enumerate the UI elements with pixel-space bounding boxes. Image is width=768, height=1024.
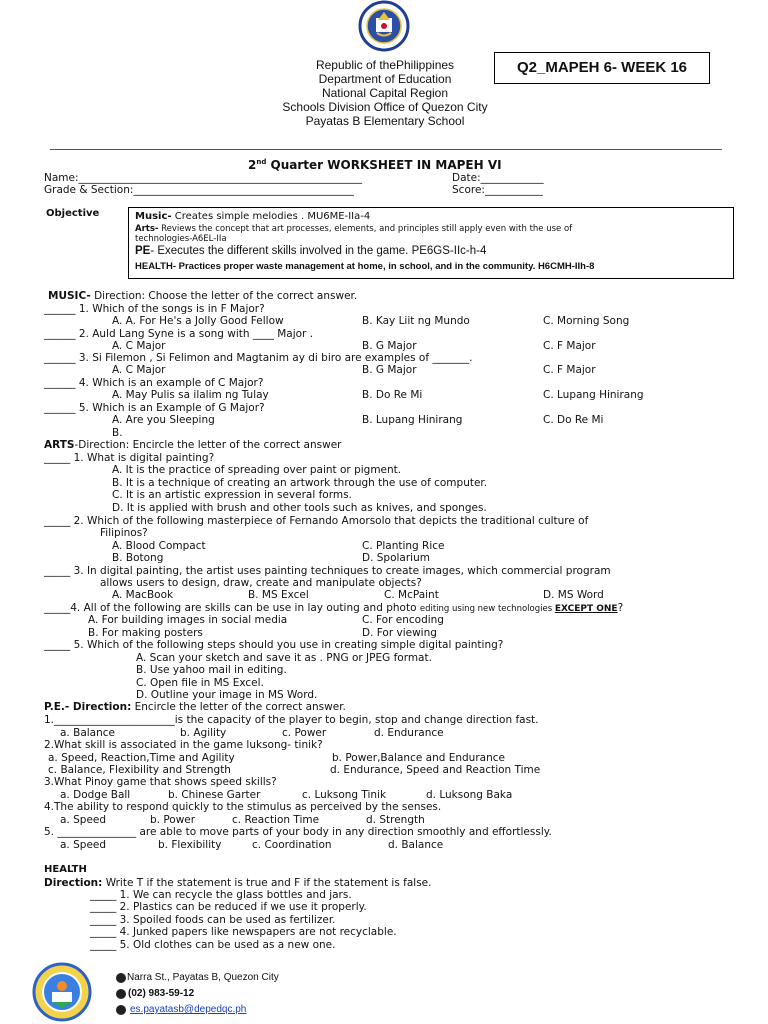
arts-q4-d[interactable]: D. For viewing xyxy=(362,627,437,639)
arts-q1-c[interactable]: C. It is an artistic expression in several forms. xyxy=(112,489,352,501)
music-q1-c[interactable]: C. Morning Song xyxy=(543,315,630,327)
school-logo-icon xyxy=(32,962,92,1022)
music-q3: ______ 3. Si Filemon , Si Felimon and Magtanim ay di biro are examples of _______. xyxy=(44,352,473,364)
pe-q2-b[interactable]: b. Power,Balance and Endurance xyxy=(332,752,505,764)
date-field[interactable]: Date:____________ xyxy=(452,172,544,184)
email-icon xyxy=(116,1005,126,1015)
pe-q4-c[interactable]: c. Reaction Time xyxy=(232,814,320,826)
arts-q1-b[interactable]: B. It is a technique of creating an artwork through the use of computer. xyxy=(112,477,488,489)
health-q5: _____ 5. Old clothes can be used as a new one. xyxy=(90,939,336,951)
arts-q3-a[interactable]: A. MacBook xyxy=(112,589,174,601)
music-q4: ______ 4. Which is an example of C Major? xyxy=(44,377,264,389)
header-line-3: National Capital Region xyxy=(321,86,449,100)
pe-q4-d[interactable]: d. Strength xyxy=(366,814,425,826)
footer-email[interactable]: es.payatasb@depedqc.ph xyxy=(130,1004,247,1015)
pe-q3-c[interactable]: c. Luksong Tinik xyxy=(302,789,387,801)
arts-q2-a[interactable]: A. Blood Compact xyxy=(112,540,206,552)
pe-q2-d[interactable]: d. Endurance, Speed and Reaction Time xyxy=(330,764,541,776)
pe-q3-a[interactable]: a. Dodge Ball xyxy=(60,789,131,801)
music-direction: MUSIC- Direction: Choose the letter of the correct answer. xyxy=(48,290,358,302)
objective-pe: PE- Executes the different skills involved in the game. PE6GS-IIc-h-4 xyxy=(135,245,487,257)
arts-q1: _____ 1. What is digital painting? xyxy=(44,452,215,464)
objective-health: HEALTH- Practices proper waste management at home, in school, and in the community. H6CMH-IIh-8 xyxy=(135,261,595,272)
arts-q1-a[interactable]: A. It is the practice of spreading over paint or pigment. xyxy=(112,464,402,476)
header-line-5: Payatas B Elementary School xyxy=(305,114,465,128)
header-line-2: Department of Education xyxy=(318,72,452,86)
music-q1: ______ 1. Which of the songs is in F Major? xyxy=(44,303,265,315)
music-q4-b[interactable]: B. Do Re Mi xyxy=(362,389,423,401)
arts-q5-d[interactable]: D. Outline your image in MS Word. xyxy=(136,689,318,701)
arts-q4-b[interactable]: B. For making posters xyxy=(88,627,203,639)
pe-q5-b[interactable]: b. Flexibility xyxy=(158,839,222,851)
arts-q3-d[interactable]: D. MS Word xyxy=(543,589,604,601)
pe-q1: 1._______________________is the capacity of the player to begin, stop and change direction fast. xyxy=(44,714,539,726)
arts-q1-d[interactable]: D. It is applied with brush and other tools such as knives, and sponges. xyxy=(112,502,487,514)
arts-q3: _____ 3. In digital painting, the artist uses painting techniques to create images, which commercial program xyxy=(44,565,611,577)
pe-q1-b[interactable]: b. Agility xyxy=(180,727,227,739)
pe-q4-a[interactable]: a. Speed xyxy=(60,814,107,826)
pe-q3: 3.What Pinoy game that shows speed skills? xyxy=(44,776,277,788)
music-q5-c[interactable]: C. Do Re Mi xyxy=(543,414,604,426)
pe-q5-a[interactable]: a. Speed xyxy=(60,839,107,851)
arts-q5-b[interactable]: B. Use yahoo mail in editing. xyxy=(136,664,287,676)
pe-q5-d[interactable]: d. Balance xyxy=(388,839,444,851)
objective-box xyxy=(128,207,734,279)
pe-q3-b[interactable]: b. Chinese Garter xyxy=(168,789,261,801)
worksheet-code: Q2_MAPEH 6- WEEK 16 xyxy=(494,52,710,84)
pe-q5: 5. _______________ are able to move parts of your body in any direction smoothly and effortlessly. xyxy=(44,826,552,838)
health-q4: _____ 4. Junked papers like newspapers are not recyclable. xyxy=(90,926,397,938)
pe-q1-d[interactable]: d. Endurance xyxy=(374,727,444,739)
header-line-1: Republic of thePhilippines xyxy=(315,58,455,72)
footer-phone: (02) 983-59-12 xyxy=(128,988,195,999)
arts-q3-cont: allows users to design, draw, create and manipulate objects? xyxy=(100,577,422,589)
grade-section-field[interactable]: Grade & Section:__________________________________________ xyxy=(44,184,354,196)
arts-q3-c[interactable]: C. McPaint xyxy=(384,589,439,601)
pe-q2-c[interactable]: c. Balance, Flexibility and Strength xyxy=(48,764,231,776)
arts-q5-a[interactable]: A. Scan your sketch and save it as . PNG or JPEG format. xyxy=(136,652,432,664)
health-q1: _____ 1. We can recycle the glass bottles and jars. xyxy=(90,889,352,901)
arts-q4-c[interactable]: C. For encoding xyxy=(362,614,444,626)
health-q3: _____ 3. Spoiled foods can be used as fertilizer. xyxy=(90,914,336,926)
health-direction: Direction: Write T if the statement is true and F if the statement is false. xyxy=(44,877,432,889)
objective-label: Objective xyxy=(46,208,100,219)
music-q5-extra: B. xyxy=(112,427,123,439)
objective-music: Music- Creates simple melodies . MU6ME-IIa-4 xyxy=(135,211,371,222)
music-q1-b[interactable]: B. Kay Liit ng Mundo xyxy=(362,315,470,327)
music-q4-c[interactable]: C. Lupang Hinirang xyxy=(543,389,644,401)
music-q5-a[interactable]: A. Are you Sleeping xyxy=(112,414,215,426)
pe-q5-c[interactable]: c. Coordination xyxy=(252,839,332,851)
music-q3-a[interactable]: A. C Major xyxy=(112,364,166,376)
arts-q4-a[interactable]: A. For building images in social media xyxy=(88,614,288,626)
worksheet-title: 2nd Quarter WORKSHEET IN MAPEH VI xyxy=(248,158,502,172)
health-q2: _____ 2. Plastics can be reduced if we use it properly. xyxy=(90,901,367,913)
pe-q3-d[interactable]: d. Luksong Baka xyxy=(426,789,513,801)
arts-q5: _____ 5. Which of the following steps should you use in creating simple digital painting? xyxy=(44,639,504,651)
music-q3-c[interactable]: C. F Major xyxy=(543,364,596,376)
arts-q4: _____4. All of the following are skills can be use in lay outing and photo editing using new technologies EXCEPT ONE? xyxy=(44,602,624,614)
pe-q2: 2.What skill is associated in the game luksong- tinik? xyxy=(44,739,323,751)
arts-q5-c[interactable]: C. Open file in MS Excel. xyxy=(136,677,264,689)
music-q3-b[interactable]: B. G Major xyxy=(362,364,417,376)
objective-arts-2: technologies-A6EL-IIa xyxy=(135,234,227,244)
pe-direction: P.E.- Direction: Encircle the letter of the correct answer. xyxy=(44,701,346,713)
music-q2: ______ 2. Auld Lang Syne is a song with ____ Major . xyxy=(44,328,314,340)
pe-q2-a[interactable]: a. Speed, Reaction,Time and Agility xyxy=(48,752,235,764)
pe-q1-c[interactable]: c. Power xyxy=(282,727,327,739)
objective-arts-1: Arts- Reviews the concept that art processes, elements, and principles still apply even with the use of xyxy=(135,224,573,234)
arts-direction: ARTS-Direction: Encircle the letter of the correct answer xyxy=(44,439,342,451)
music-q5: ______ 5. Which is an Example of G Major? xyxy=(44,402,265,414)
phone-icon xyxy=(116,989,126,999)
arts-q2-d[interactable]: D. Spolarium xyxy=(362,552,430,564)
divider xyxy=(50,149,722,150)
music-q2-a[interactable]: A. C Major xyxy=(112,340,166,352)
music-q2-b[interactable]: B. G Major xyxy=(362,340,417,352)
header-line-4: Schools Division Office of Quezon City xyxy=(282,100,488,114)
location-icon xyxy=(116,973,126,983)
name-field[interactable]: Name:______________________________________________________ xyxy=(44,172,363,184)
footer-address: Narra St., Payatas B, Quezon City xyxy=(127,972,279,983)
pe-q4-b[interactable]: b. Power xyxy=(150,814,196,826)
health-title: HEALTH xyxy=(44,864,87,875)
score-field[interactable]: Score:___________ xyxy=(452,184,543,196)
music-q1-a[interactable]: A. A. For He's a Jolly Good Fellow xyxy=(112,315,284,327)
music-q4-a[interactable]: A. May Pulis sa ilalim ng Tulay xyxy=(112,389,269,401)
deped-seal-icon xyxy=(350,0,418,52)
music-q5-b[interactable]: B. Lupang Hinirang xyxy=(362,414,463,426)
pe-q1-a[interactable]: a. Balance xyxy=(60,727,115,739)
music-q2-c[interactable]: C. F Major xyxy=(543,340,596,352)
arts-q2-cont: Filipinos? xyxy=(100,527,148,539)
pe-q4: 4.The ability to respond quickly to the stimulus as perceived by the senses. xyxy=(44,801,442,813)
arts-q3-b[interactable]: B. MS Excel xyxy=(248,589,309,601)
arts-q2-c[interactable]: C. Planting Rice xyxy=(362,540,445,552)
arts-q2-b[interactable]: B. Botong xyxy=(112,552,164,564)
arts-q2: _____ 2. Which of the following masterpiece of Fernando Amorsolo that depicts the traditional culture of xyxy=(44,515,589,527)
